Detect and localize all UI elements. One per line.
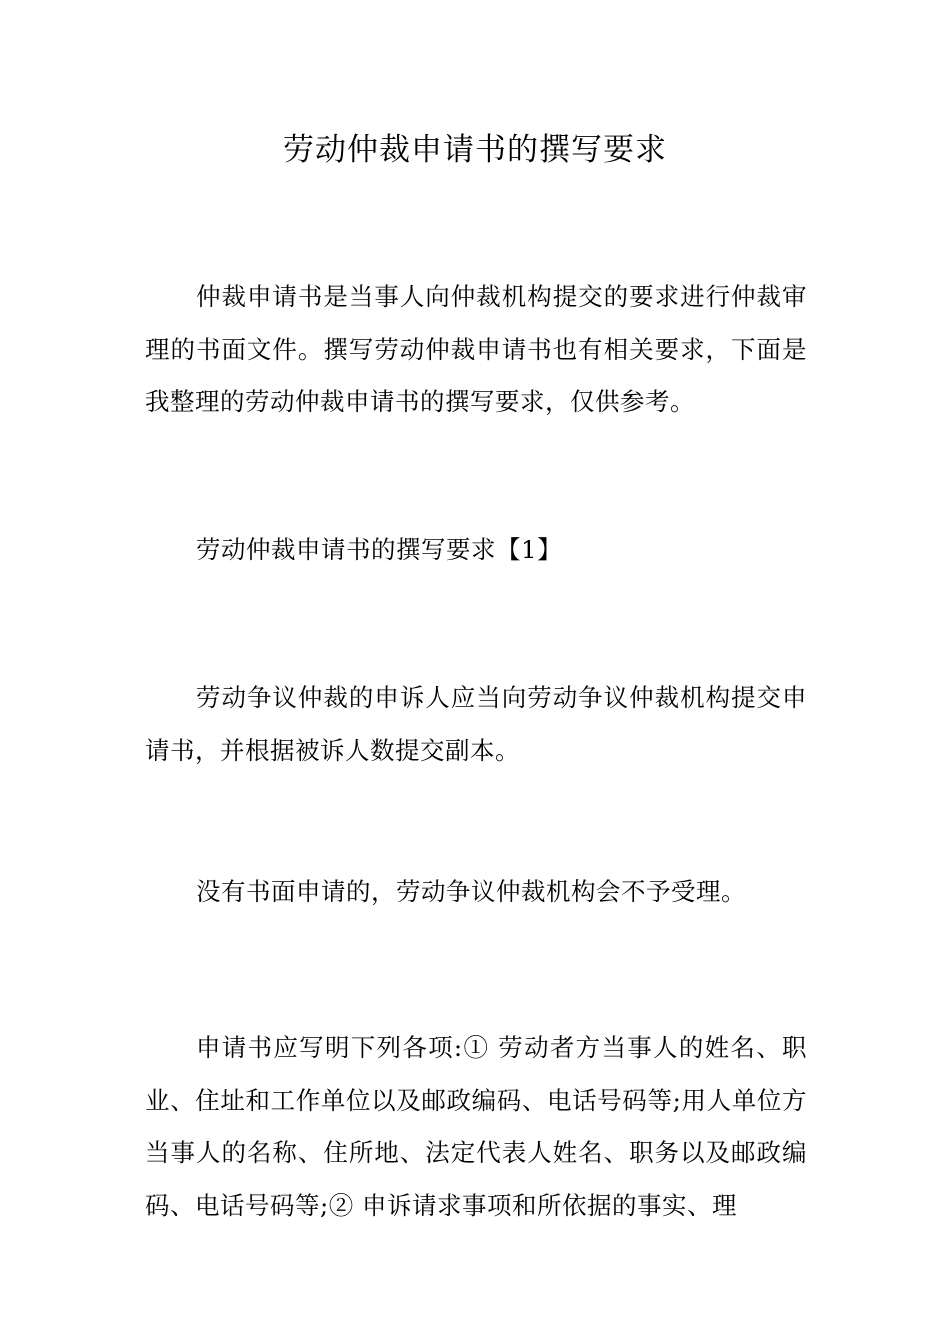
section-heading: 劳动仲裁申请书的撰写要求【1】	[196, 535, 563, 564]
intro-paragraph: 仲裁申请书是当事人向仲裁机构提交的要求进行仲裁审理的书面文件。撰写劳动仲裁申请书也有相关要求，下面是我整理的劳动仲裁申请书的撰写要求，仅供参考。	[145, 282, 807, 416]
document-title: 劳动仲裁申请书的撰写要求	[283, 132, 667, 168]
body-paragraph-submission: 劳动争议仲裁的申诉人应当向劳动争议仲裁机构提交申请书，并根据被诉人数提交副本。	[145, 683, 807, 765]
body-paragraph-contents: 申请书应写明下列各项:① 劳动者方当事人的姓名、职业、住址和工作单位以及邮政编码、电话号码等;用人单位方当事人的名称、住所地、法定代表人姓名、职务以及邮政编码、电话号码等;② 申诉请求事项和所依据的事实、理	[145, 1033, 807, 1220]
body-paragraph-rejection: 没有书面申请的，劳动争议仲裁机构会不予受理。	[196, 877, 746, 906]
